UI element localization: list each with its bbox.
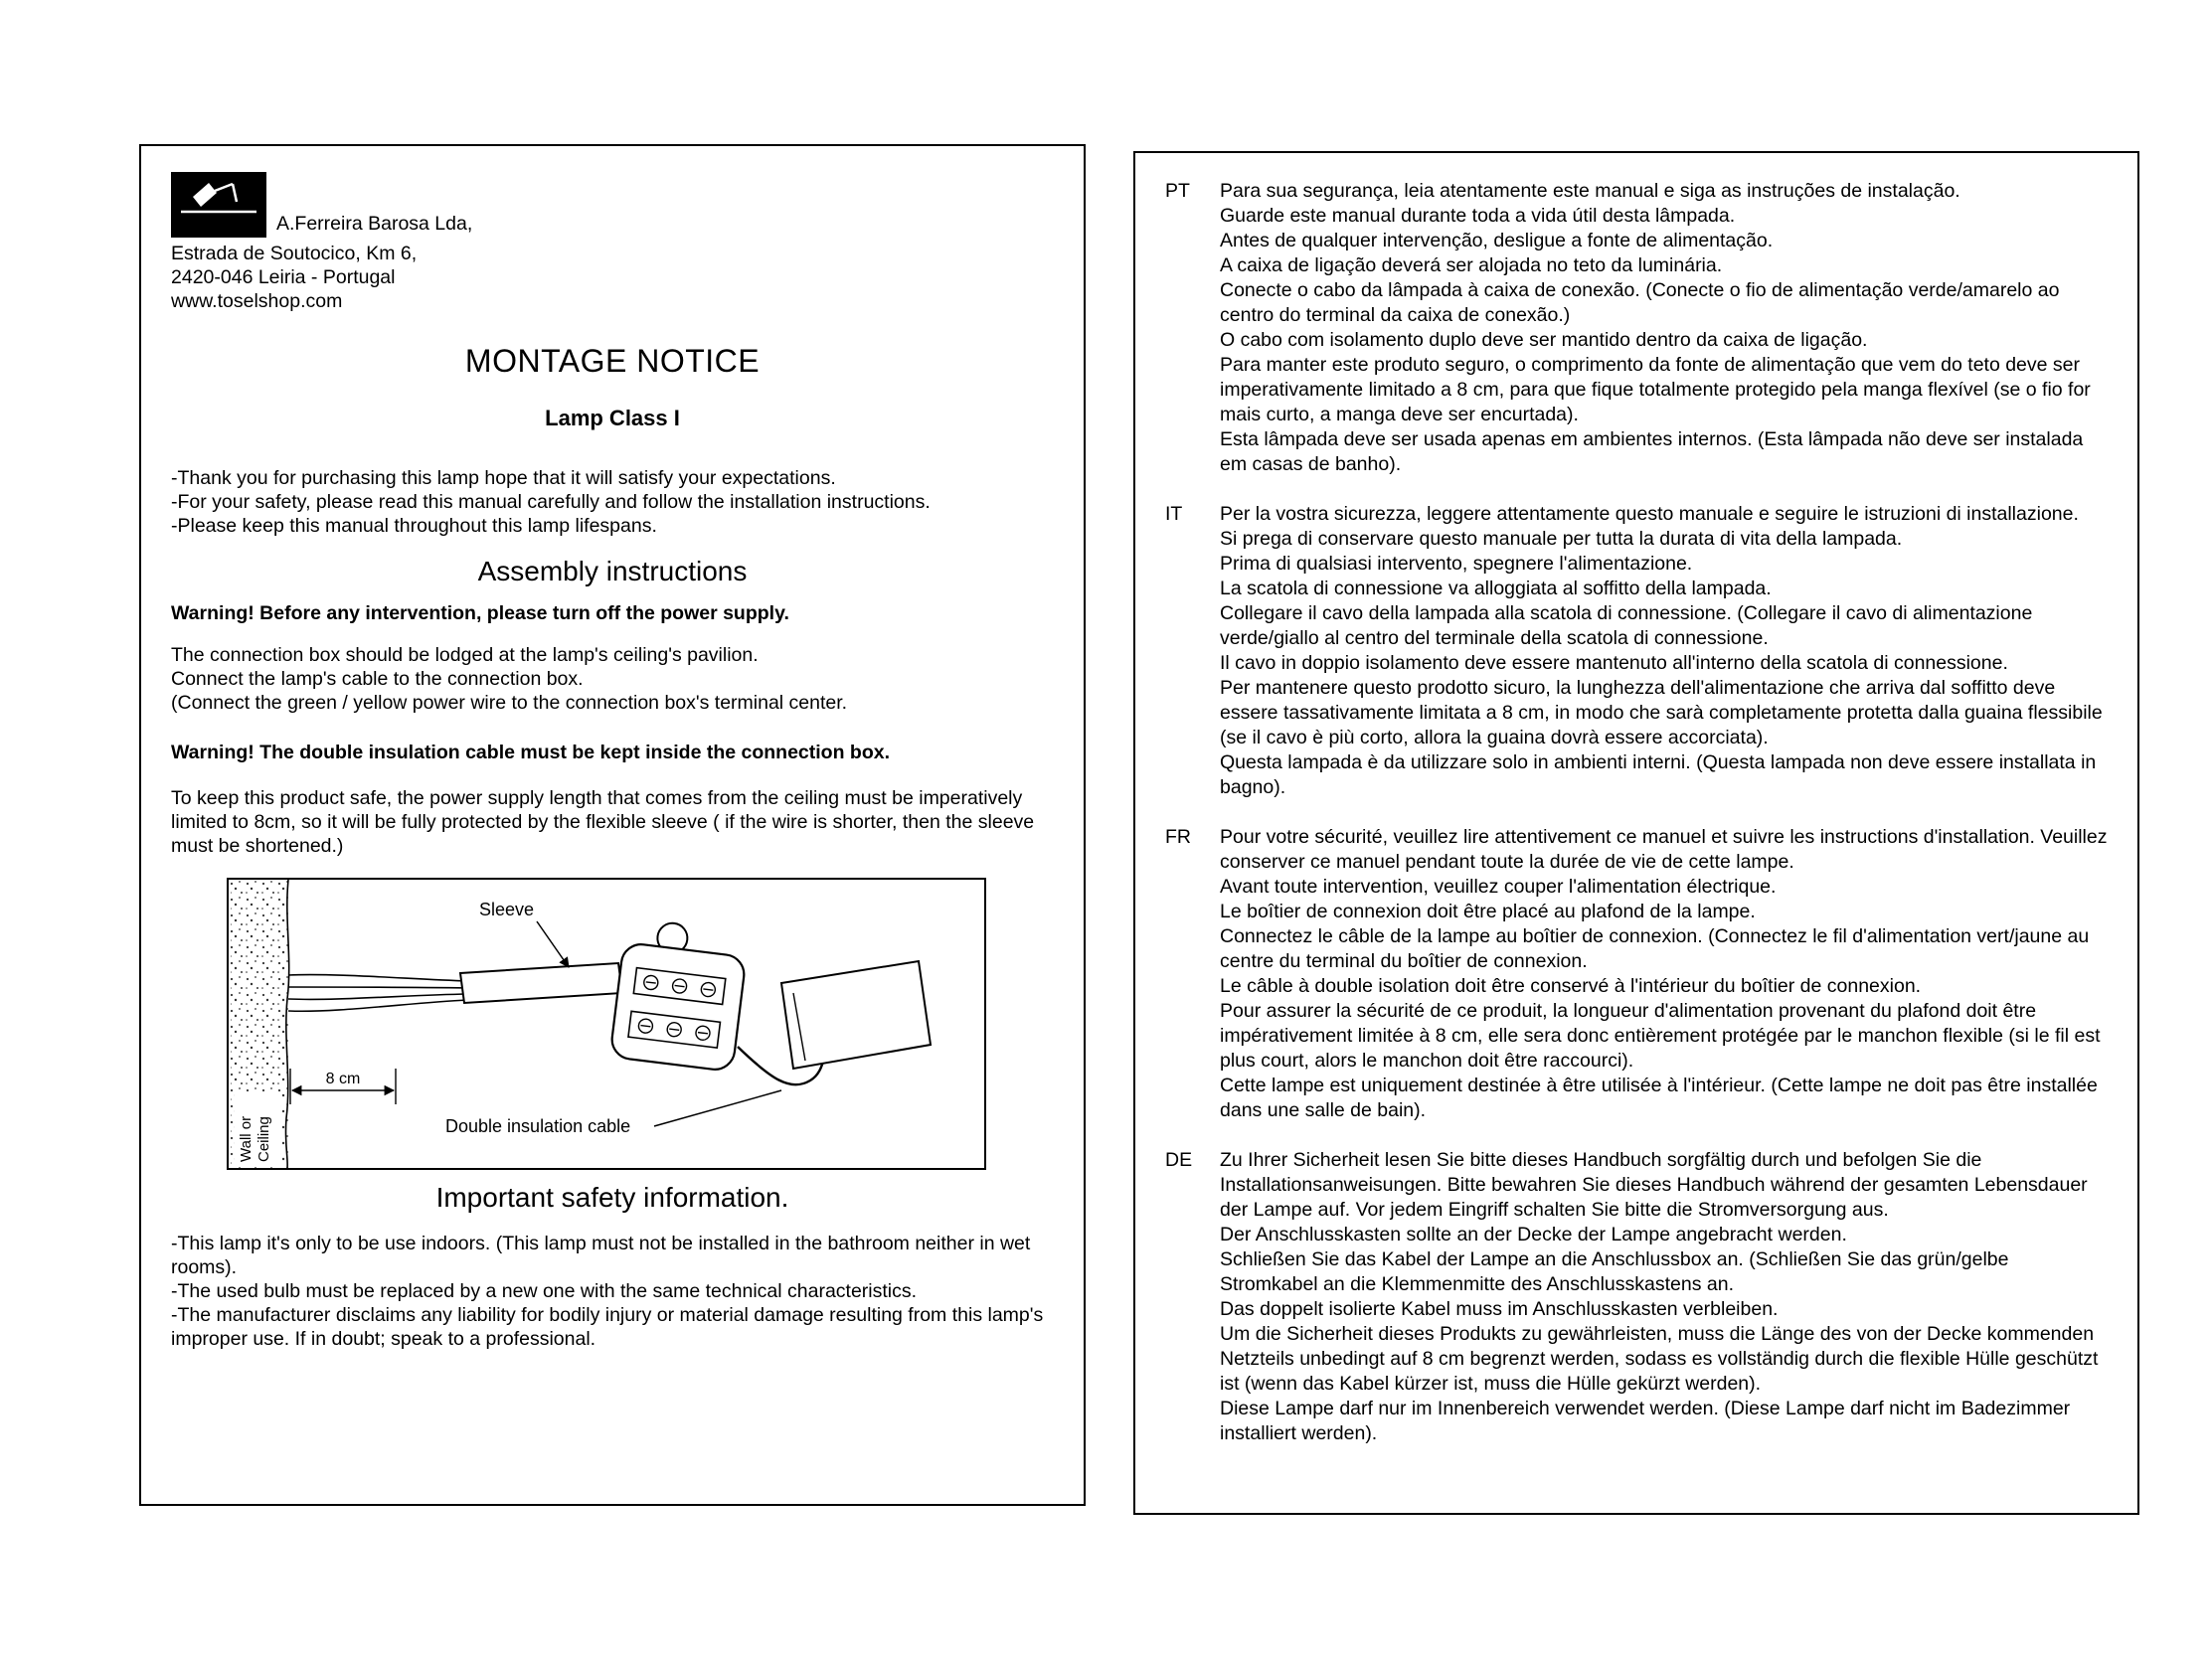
language-line: Um die Sicherheit dieses Produkts zu gewährleisten, muss die Länge des von der Decke kommenden Netzteils unbedingt auf 8 cm begrenzt werden, sodass es vollständig durch die flexible Hülle geschützt ist (wenn das Kabel kürzer ist, muss die Hülle gekürzt werden). <box>1220 1323 2099 1395</box>
important-safety-heading: Important safety information. <box>435 1182 789 1213</box>
wall-section <box>231 880 289 1168</box>
language-line: Pour votre sécurité, veuillez lire attentivement ce manuel et suivre les instructions d'installation. Veuillez conserver ce manuel pendant toute la durée de vie de cette lampe. <box>1220 826 2108 873</box>
installation-diagram <box>227 878 986 1170</box>
cable-length-note: To keep this product safe, the power supply length that comes from the ceiling must be imperatively limited to 8cm, so it will be fully protected by the flexible sleeve ( if the wire is shorter, then the sleeve must be shortened.) <box>171 787 1035 857</box>
safety-line: -This lamp it's only to be use indoors. (This lamp must not be installed in the bathroom neither in wet rooms). <box>171 1233 1031 1278</box>
language-section-fr <box>1165 825 2108 1123</box>
language-text-it <box>1220 502 2108 800</box>
sleeve-label: Sleeve <box>479 900 535 919</box>
ceiling-cup <box>781 961 931 1069</box>
language-text-fr <box>1220 825 2108 1123</box>
dimension-8cm-label: 8 cm <box>325 1071 361 1087</box>
assembly-heading: Assembly instructions <box>477 556 748 586</box>
language-line: Questa lampada è da utilizzare solo in ambienti interni. (Questa lampada non deve essere installata in bagno). <box>1220 751 2097 798</box>
lamp-class-subtitle: Lamp Class I <box>545 406 680 430</box>
language-section-pt <box>1165 179 2108 477</box>
language-code-de: DE <box>1165 1149 1193 1171</box>
warning-double-insulation: Warning! The double insulation cable must be kept inside the connection box. <box>171 742 891 763</box>
language-line: Para sua segurança, leia atentamente este manual e siga as instruções de instalação. <box>1220 180 1960 202</box>
company-name: A.Ferreira Barosa Lda, <box>276 213 473 235</box>
page-right <box>1133 151 2139 1515</box>
company-address <box>171 242 1054 313</box>
language-line: Prima di qualsiasi intervento, spegnere l'alimentazione. <box>1220 553 1693 575</box>
intro-line: -Thank you for purchasing this lamp hope that it will satisfy your expectations. <box>171 467 836 489</box>
language-line: Cette lampe est uniquement destinée à être utilisée à l'intérieur. (Cette lampe ne doit pas être installée dans une salle de bain). <box>1220 1075 2098 1121</box>
language-section-it <box>1165 502 2108 800</box>
language-line: Para manter este produto seguro, o comprimento da fonte de alimentação que vem do teto deve ser imperativamente limitado a 8 cm, para que fique totalmente protegido pela manga flexível (se o fio for mais curto, a manga deve ser encurtada). <box>1220 354 2091 425</box>
language-line: Zu Ihrer Sicherheit lesen Sie bitte dieses Handbuch sorgfältig durch und befolgen Sie die Installationsanweisungen. Bitte bewahren Sie dieses Handbuch während der gesamten Lebensdauer der Lampe auf. Vor jedem Eingriff schalten Sie bitte die Stromversorgung aus. <box>1220 1149 2088 1221</box>
assembly-lines <box>171 643 1054 715</box>
power-wires <box>288 975 467 1012</box>
language-line: Le boîtier de connexion doit être placé au plafond de la lampe. <box>1220 901 1756 922</box>
assembly-line: The connection box should be lodged at the lamp's ceiling's pavilion. <box>171 644 759 666</box>
intro-line: -For your safety, please read this manual carefully and follow the installation instructions. <box>171 491 931 513</box>
language-line: Il cavo in doppio isolamento deve essere mantenuto all'interno della scatola di connessione. <box>1220 652 2008 674</box>
language-line: Diese Lampe darf nur im Innenbereich verwendet werden. (Diese Lampe darf nicht im Badezimmer installiert werden). <box>1220 1398 2071 1444</box>
language-line: Avant toute intervention, veuillez couper l'alimentation électrique. <box>1220 876 1777 898</box>
language-line: Das doppelt isolierte Kabel muss im Anschlusskasten verbleiben. <box>1220 1298 1779 1320</box>
page-left <box>139 144 1086 1506</box>
language-line: Le câble à double isolation doit être conservé à l'intérieur du boîtier de connexion. <box>1220 975 1922 997</box>
language-text-pt <box>1220 179 2108 477</box>
language-line: Collegare il cavo della lampada alla scatola di connessione. (Collegare il cavo di alimentazione verde/giallo al centro del terminale della scatola di connessione. <box>1220 602 2033 649</box>
brand-logo-text: Tosel <box>188 211 243 237</box>
language-line: Antes de qualquer intervenção, desligue a fonte de alimentação. <box>1220 230 1774 251</box>
language-line: A caixa de ligação deverá ser alojada no teto da luminária. <box>1220 254 1723 276</box>
safety-line: -The used bulb must be replaced by a new one with the same technical characteristics. <box>171 1280 918 1302</box>
language-line: Guarde este manual durante toda a vida útil desta lâmpada. <box>1220 205 1736 227</box>
language-line: Schließen Sie das Kabel der Lampe an die Anschlussbox an. (Schließen Sie das grün/gelbe Stromkabel an die Klemmenmitte des Anschlusskastens an. <box>1220 1248 2009 1295</box>
sleeve-leader-line <box>537 921 569 967</box>
wall-ceiling-label-line1: Wall or <box>238 1115 255 1162</box>
language-line: Der Anschlusskasten sollte an der Decke der Lampe angebracht werden. <box>1220 1224 1847 1245</box>
language-line: Per la vostra sicurezza, leggere attentamente questo manuale e seguire le istruzioni di installazione. <box>1220 503 2079 525</box>
language-text-de <box>1220 1148 2108 1446</box>
warning-power-supply: Warning! Before any intervention, please turn off the power supply. <box>171 602 789 624</box>
language-code-it: IT <box>1165 503 1183 525</box>
double-insulation-cable-label: Double insulation cable <box>445 1116 631 1136</box>
language-line: Si prega di conservare questo manuale per tutta la durata di vita della lampada. <box>1220 528 1903 550</box>
language-code-fr: FR <box>1165 826 1191 848</box>
language-line: Connectez le câble de la lampe au boîtier de connexion. (Connectez le fil d'alimentation vert/jaune au centre du terminal du boîtier de connexion. <box>1220 925 2090 972</box>
language-section-de <box>1165 1148 2108 1446</box>
language-line: La scatola di connessione va alloggiata al soffitto della lampada. <box>1220 578 1772 599</box>
address-line: www.toselshop.com <box>171 290 343 312</box>
important-safety-lines <box>171 1232 1054 1351</box>
installation-diagram-drawing <box>229 880 984 1168</box>
brand-header <box>171 172 1054 238</box>
language-line: Esta lâmpada deve ser usada apenas em ambientes internos. (Esta lâmpada não deve ser instalada em casas de banho). <box>1220 428 2084 475</box>
intro-lines <box>171 466 1054 538</box>
dimension-8cm <box>290 1069 396 1104</box>
brand-logo <box>171 172 266 238</box>
language-line: Conecte o cabo da lâmpada à caixa de conexão. (Conecte o fio de alimentação verde/amarelo ao centro do terminal da caixa de conexão.) <box>1220 279 2060 326</box>
language-line: O cabo com isolamento duplo deve ser mantido dentro da caixa de ligação. <box>1220 329 1868 351</box>
intro-line: -Please keep this manual throughout this lamp lifespans. <box>171 515 657 537</box>
assembly-line: Connect the lamp's cable to the connection box. <box>171 668 584 690</box>
language-line: Pour assurer la sécurité de ce produit, la longueur d'alimentation provenant du plafond doit être impérativement limitée à 8 cm, elle sera donc entièrement protégée par le manchon flexible (si le fil est plus court, alors le manchon doit être raccourci). <box>1220 1000 2101 1072</box>
address-line: 2420-046 Leiria - Portugal <box>171 266 396 288</box>
safety-line: -The manufacturer disclaims any liability for bodily injury or material damage resulting from this lamp's improper use. If in doubt; speak to a professional. <box>171 1304 1044 1350</box>
language-code-pt: PT <box>1165 180 1190 202</box>
assembly-line: (Connect the green / yellow power wire to the connection box's terminal center. <box>171 692 848 714</box>
montage-notice-title: MONTAGE NOTICE <box>464 343 761 379</box>
connection-box <box>609 917 749 1072</box>
address-line: Estrada de Soutocico, Km 6, <box>171 243 418 264</box>
sleeve-shape <box>460 963 622 1003</box>
language-line: Per mantenere questo prodotto sicuro, la lunghezza dell'alimentazione che arriva dal soffitto deve essere tassativamente limitata a 8 cm, in modo che sarà completamente protetta dalla guaina flessibile (se il cavo è più corto, allora la guaina dovrà essere accorciata). <box>1220 677 2103 748</box>
cable-leader-line <box>654 1090 781 1126</box>
wall-ceiling-label-line2: Ceiling <box>255 1116 272 1162</box>
